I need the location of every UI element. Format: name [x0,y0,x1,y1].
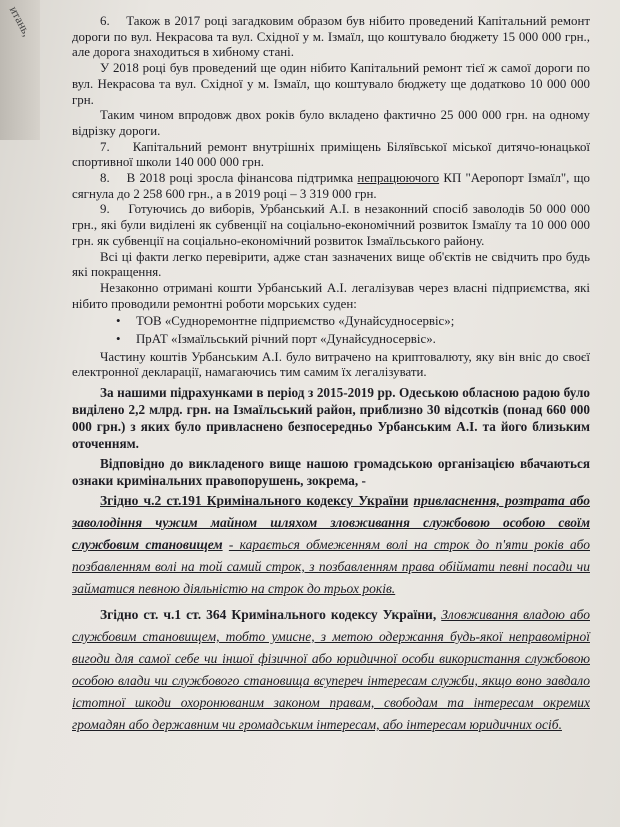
paragraph-8-end: КП "Аеропорт Ізмаїл", що сягнула до 2 258 600 грн., а в 2019 році – 3 319 000 грн. [72,171,590,201]
paragraph-12: Частину коштів Урбанським А.І. було витрачено на криптовалюту, яку він вніс до своєї електронної декларації, намагаючись тим самим їх легалізувати. [72,349,590,380]
page-edge [0,0,40,140]
paragraph-14: Відповідно до викладеного вище нашою громадською організацією вбачаються ознаки кримінальних правопорушень, зокрема, - [72,456,590,489]
paragraph-8-start: 8. В 2018 році зросла фінансова підтримка [100,171,354,186]
article-364-definition: Зловживання владою або службовим становищем, тобто умисне, з метою одержання будь-якої неправомірної вигоди для самої себе чи іншої фізичної або юридичної особи використання службовою особою влади чи службового становища всупереч інтересам служби, якщо воно завдало істотної шкоди охоронюваним законом правам, свободам та інтересам окремих громадян або державним чи громадським інтересам, або інтересам юридичних осіб. [72,606,590,732]
paragraph-6b: У 2018 році був проведений ще один нібито Капітальний ремонт тієї ж самої дороги по вул. Некрасова та вул. Східної у м. Ізмаїл, що коштувало бюджету ще додатково 10 000 000 грн. [72,61,590,107]
paragraph-10: Всі ці факти легко перевірити, адже стан зазначених вище об'єктів не свідчить про будь які покращення. [72,249,590,280]
paragraph-8-underlined: непрацюючого [357,171,440,186]
edge-text: итань, [6,3,35,39]
article-191 [72,490,590,600]
article-364-heading: Згідно ст. ч.1 ст. 364 Кримінального кодексу України, [100,606,437,622]
article-364 [72,604,590,736]
paragraph-6c: Таким чином впродовж двох років було вкладено фактично 25 000 000 грн. на одному відрізку дороги. [72,108,590,138]
document-body [72,14,590,736]
paragraph-7: 7. Капітальний ремонт внутрішніх приміщень Біляївської міської дитячо-юнацької спортивної школи 140 000 000 грн. [72,139,590,170]
article-191-heading: Згідно ч.2 ст.191 Кримінального кодексу України [100,492,409,508]
paragraph-8 [72,171,590,202]
list-item: • ТОВ «Судноремонтне підприємство «Дунайсудносервіс»; [72,314,590,330]
paragraph-9: 9. Готуючись до виборів, Урбанський А.І. в незаконний спосіб заволодів 50 000 000 грн., які були виділені як субвенції на соціально-економічний розвиток Ізмаїлу та 10 000 000 грн. як субвенції на соціально-економічний розвиток Ізмаїльського району. [72,202,590,248]
paragraph-11: Незаконно отримані кошти Урбанський А.І. легалізував через власні підприємства, які нібито проводили ремонтні роботи морських суден: [72,280,590,311]
article-191-penalty: - карається обмеженням волі на строк до п'яти років або позбавленням волі на той самий строк, з позбавленням права обіймати певні посади чи займатися певною діяльністю на строк до трьох років. [72,536,591,596]
paragraph-6: 6. Також в 2017 році загадковим образом був нібито проведений Капітальний ремонт дороги по вул. Некрасова та вул. Східної у м. Ізмаїл, що коштувало бюджету 15 000 000 грн., але дорога знаходиться в хибному стані. [72,14,590,60]
paragraph-13: За нашими підрахунками в період з 2015-2019 рр. Одеською обласною радою було виділено 2,2 млрд. грн. на Ізмаїльський район, приблизно 30 відсотків (понад 660 000 000 грн.) з яких було привласнено безпосередньо Урбанським А.І. та його близьким оточенням. [72,385,590,451]
list-item: • ПрАТ «Ізмаїльський річний порт «Дунайсудносервіс». [72,332,590,348]
article-191-definition: привласнення, розтрата або заволодіння чужим майном шляхом зловживання службовою особою своїм службовим становищем [72,492,590,552]
